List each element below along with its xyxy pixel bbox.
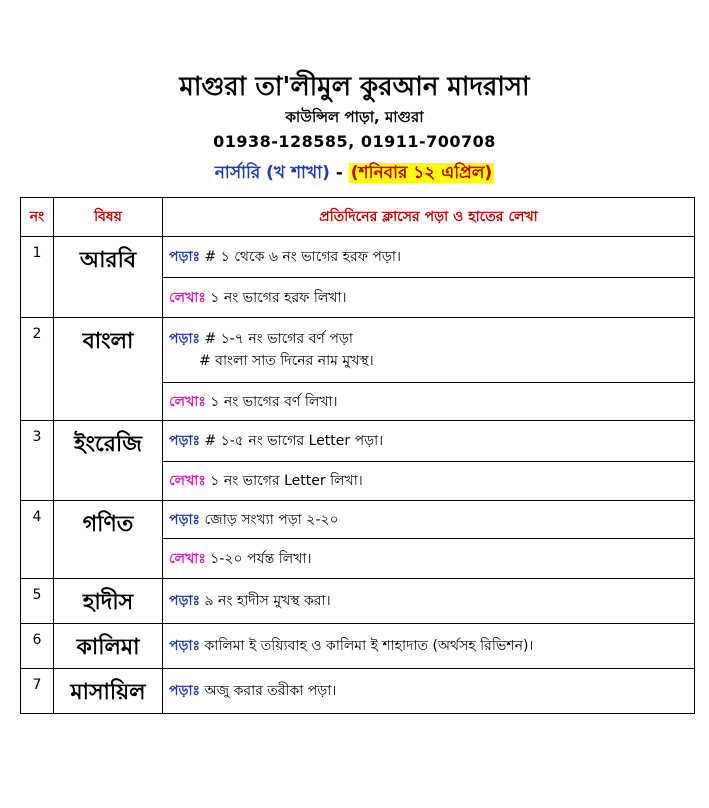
- read-task: [163, 669, 695, 714]
- table-row: [21, 421, 695, 462]
- write-task: [163, 383, 695, 421]
- header-tasks: প্রতিদিনের ক্লাসের পড়া ও হাতের লেখা: [163, 198, 695, 237]
- table-row: [21, 501, 695, 539]
- header-no: নং: [21, 198, 54, 237]
- date-label: (শনিবার ১২ এপ্রিল): [350, 163, 493, 183]
- class-label: নার্সারি (খ শাখা): [214, 163, 330, 183]
- row-number: 7: [21, 669, 54, 714]
- row-number: 2: [21, 318, 54, 421]
- write-label: লেখাঃ: [169, 289, 206, 306]
- row-number: 1: [21, 237, 54, 318]
- read-label: পড়াঃ: [169, 433, 201, 449]
- madrasa-address: কাউন্সিল পাড়া, মাগুরা: [285, 108, 424, 126]
- read-task: [163, 624, 695, 669]
- subject-name: হাদীস: [54, 579, 163, 624]
- write-label: লেখাঃ: [169, 473, 206, 489]
- write-text: ১ নং ভাগের Letter লিখা।: [210, 473, 363, 489]
- read-text: # ১-৭ নং ভাগের বর্ণ পড়া: [204, 331, 353, 347]
- write-task: [163, 278, 695, 318]
- read-label: পড়াঃ: [169, 593, 201, 609]
- read-text-2: # বাংলা সাত দিনের নাম মুখস্থ।: [199, 353, 374, 369]
- write-text: ১ নং ভাগের হরফ লিখা।: [210, 289, 347, 306]
- table-header-row: [21, 198, 695, 237]
- write-task: [163, 462, 695, 501]
- read-text: কালিমা ই তয়্যিবাহ ও কালিমা ই শাহাদাত (অর্থসহ রিভিশন)।: [204, 638, 534, 654]
- read-text: # ১-৫ নং ভাগের Letter পড়া।: [204, 433, 384, 449]
- read-label: পড়াঃ: [169, 638, 201, 654]
- read-task: [163, 421, 695, 462]
- table-row: [21, 318, 695, 383]
- separator: -: [329, 163, 349, 183]
- table-row: [21, 579, 695, 624]
- row-number: 6: [21, 624, 54, 669]
- write-text: ১ নং ভাগের বর্ণ লিখা।: [210, 393, 338, 410]
- read-text: অজু করার তরীকা পড়া।: [204, 683, 337, 699]
- write-task: [163, 539, 695, 579]
- phone-numbers: 01938-128585, 01911-700708: [213, 132, 496, 151]
- read-text: জোড় সংখ্যা পড়া ২-২০: [204, 511, 339, 528]
- subject-name: কালিমা: [54, 624, 163, 669]
- table-row: [21, 669, 695, 714]
- read-label: পড়াঃ: [169, 511, 201, 528]
- read-task: [163, 237, 695, 278]
- header-subject: বিষয়: [54, 198, 163, 237]
- row-number: 4: [21, 501, 54, 579]
- subject-name: আরবি: [54, 237, 163, 318]
- read-task: [163, 501, 695, 539]
- class-schedule-table: [20, 197, 695, 714]
- table-row: [21, 624, 695, 669]
- read-label: পড়াঃ: [169, 683, 201, 699]
- read-text: ৯ নং হাদীস মুখস্থ করা।: [204, 593, 331, 609]
- write-label: লেখাঃ: [169, 393, 206, 410]
- madrasa-title: মাগুরা তা'লীমুল কুরআন মাদরাসা: [179, 72, 530, 102]
- table-row: [21, 237, 695, 278]
- class-date-line: [0, 160, 709, 188]
- subject-name: গণিত: [54, 501, 163, 579]
- row-number: 5: [21, 579, 54, 624]
- write-text: ১-২০ পর্যন্ত লিখা।: [210, 550, 312, 567]
- subject-name: মাসায়িল: [54, 669, 163, 714]
- read-label: পড়াঃ: [169, 249, 201, 265]
- read-task: [163, 318, 695, 383]
- row-number: 3: [21, 421, 54, 501]
- read-text: # ১ থেকে ৬ নং ভাগের হরফ পড়া।: [204, 249, 401, 265]
- subject-name: ইংরেজি: [54, 421, 163, 501]
- read-task: [163, 579, 695, 624]
- write-label: লেখাঃ: [169, 550, 206, 567]
- subject-name: বাংলা: [54, 318, 163, 421]
- read-label: পড়াঃ: [169, 331, 201, 347]
